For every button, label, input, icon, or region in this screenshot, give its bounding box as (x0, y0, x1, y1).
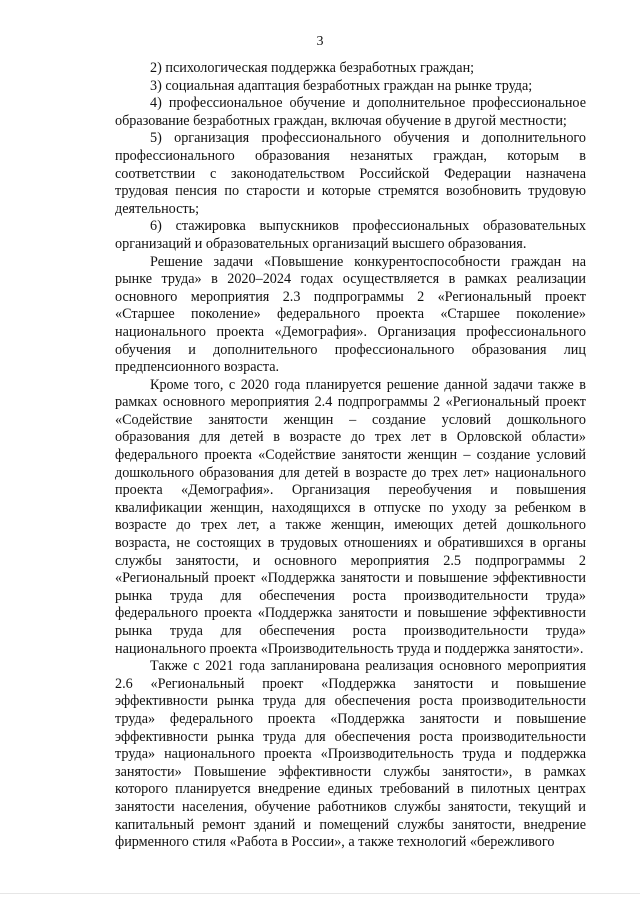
page-bottom-edge (0, 893, 640, 894)
paragraph-2020-measures: Кроме того, с 2020 года планируется решение данной задачи также в рамках основного мероприятия 2.4 подпрограммы 2 «Региональный проект «Содействие занятости женщин – создание условий дошкольного образования для детей в возрасте до трех лет в Орловской области» федерального проекта «Содействие занятости женщин – создание условий дошкольного образования для детей в возрасте до трех лет» национального проекта «Демография». Организация переобучения и повышения квалификации женщин, находящихся в отпуске по уходу за ребенком в возрасте до трех лет, а также женщин, имеющих детей дошкольного возраста, не состоящих в трудовых отношениях и обратившихся в органы службы занятости, и основного мероприятия 2.5 подпрограммы 2 «Региональный проект «Поддержка занятости и повышение эффективности рынка труда для обеспечения роста производительности труда» федерального проекта «Поддержка занятости и повышение эффективности рынка труда для обеспечения роста производительности труда» национального проекта «Производительность труда и поддержка занятости». (115, 376, 586, 657)
page-number: 3 (316, 34, 324, 49)
body-text (115, 60, 586, 852)
paragraph-2021-measures: Также с 2021 года запланирована реализация основного мероприятия 2.6 «Региональный проект «Поддержка занятости и повышение эффективности рынка труда для обеспечения роста производительности труда» федерального проекта «Поддержка занятости и повышение эффективности рынка труда для обеспечения роста производительности труда» национального проекта «Производительность труда и поддержка занятости» Повышение эффективности службы занятости», в рамках которого планируется внедрение единых требований в пилотных центрах занятости населения, обучение работников службы занятости, текущий и капитальный ремонт зданий и помещений службы занятости, внедрение фирменного стиля «Работа в России», а также технологий «бережливого (115, 658, 586, 851)
list-item-4: 4) профессиональное обучение и дополнительное профессиональное образование безработных граждан, включая обучение в другой местности; (115, 95, 586, 129)
list-item-3: 3) социальная адаптация безработных граждан на рынке труда; (150, 77, 533, 94)
list-item-6: 6) стажировка выпускников профессиональных образовательных организаций и образовательных организаций высшего образования. (115, 218, 586, 252)
list-item-2: 2) психологическая поддержка безработных граждан; (150, 60, 475, 76)
list-item-5: 5) организация профессионального обучения и дополнительного профессионального образования незанятых граждан, которым в соответствии с законодательством Российской Федерации назначена трудовая пенсия по старости и которые стремятся возобновить трудовую деятельность; (115, 130, 586, 217)
paragraph-task-solution: Решение задачи «Повышение конкурентоспособности граждан на рынке труда» в 2020–2024 годах осуществляется в рамках реализации основного мероприятия 2.3 подпрограммы 2 «Региональный проект «Старшее поколение» федерального проекта «Старшее поколение» национального проекта «Демография». Организация профессионального обучения и дополнительного профессионального образования лиц предпенсионного возраста. (115, 253, 586, 376)
